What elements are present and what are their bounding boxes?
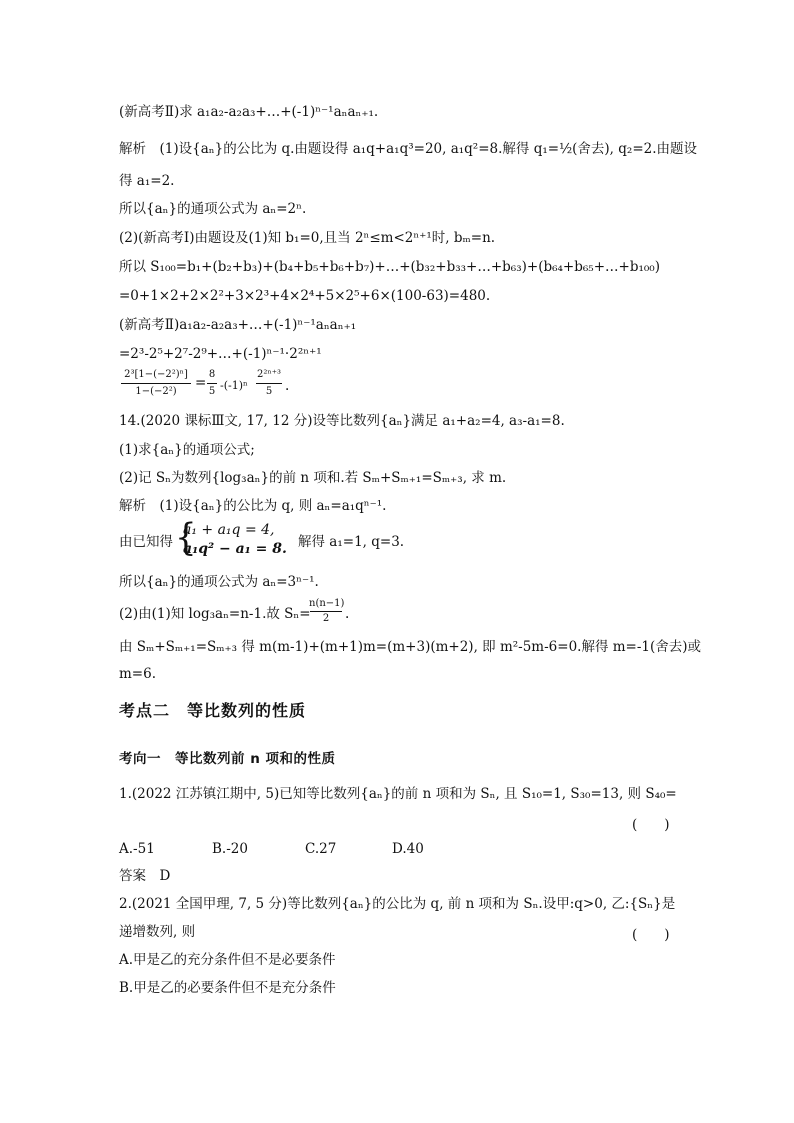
text-line: 所以{aₙ}的通项公式为 aₙ=2ⁿ. [119, 201, 307, 217]
option-a: A.-51 [119, 841, 155, 857]
text-fragment: (2)由(1)知 log₃aₙ=n-1.故 Sₙ= [119, 606, 311, 622]
text-line: 解析 (1)设{aₙ}的公比为 q, 则 aₙ=a₁qⁿ⁻¹. [119, 498, 387, 514]
problem-14-stem: 14.(2020 课标Ⅲ文, 17, 12 分)设等比数列{aₙ}满足 a₁+a₂=4, a₃-a₁=8. [119, 413, 565, 429]
text-line: (新高考Ⅱ)求 a₁a₂-a₂a₃+…+(-1)ⁿ⁻¹aₙaₙ₊₁. [119, 104, 379, 120]
text-line: m=6. [119, 666, 156, 682]
answer-bracket: ( ) [632, 927, 670, 943]
text-line: (新高考Ⅱ)a₁a₂-a₂a₃+…+(-1)ⁿ⁻¹aₙaₙ₊₁ [119, 317, 357, 333]
text-line: 所以 S₁₀₀=b₁+(b₂+b₃)+(b₄+b₅+b₆+b₇)+…+(b₃₂+b₃₃+…+b₆₃)+(b₆₄+b₆₅+…+b₁₀₀) [119, 259, 660, 275]
fraction-numerator: 2²ⁿ⁺³ [257, 369, 281, 380]
brace-symbol: { [175, 516, 197, 560]
question-1-stem: 1.(2022 江苏镇江期中, 5)已知等比数列{aₙ}的前 n 项和为 Sₙ, 且 S₁₀=1, S₃₀=13, 则 S₄₀= [119, 786, 677, 802]
fraction-bar [310, 611, 342, 612]
text-line: =0+1×2+2×2²+3×2³+4×2⁴+5×2⁵+6×(100-63)=480. [119, 288, 491, 304]
equation-line: a₁q² − a₁ = 8. [183, 541, 287, 557]
fraction-numerator: n(n−1) [309, 598, 345, 609]
text-line: 得 a₁=2. [119, 173, 175, 189]
section-title: 考点二 等比数列的性质 [119, 701, 307, 720]
section-subtitle: 考向一 等比数列前 n 项和的性质 [119, 751, 336, 767]
question-2-stem: 2.(2021 全国甲理, 7, 5 分)等比数列{aₙ}的公比为 q, 前 n 项和为 Sₙ.设甲:q>0, 乙:{Sₙ}是 [119, 896, 676, 912]
text-fragment: = [195, 375, 207, 391]
option-c: C.27 [305, 841, 337, 857]
fraction-numerator: 8 [208, 369, 216, 380]
text-fragment: . [285, 378, 290, 394]
option-b: B.-20 [212, 841, 248, 857]
text-line: 所以{aₙ}的通项公式为 aₙ=3ⁿ⁻¹. [119, 574, 319, 590]
text-line: (2)记 Sₙ为数列{log₃aₙ}的前 n 项和.若 Sₘ+Sₘ₊₁=Sₘ₊₃, 求 m. [119, 470, 507, 486]
text-line: 解析 (1)设{aₙ}的公比为 q.由题设得 a₁q+a₁q³=20, a₁q²=8.解得 q₁=½(舍去), q₂=2.由题设 [119, 141, 698, 157]
fraction-bar [207, 383, 217, 384]
text-fragment: 由已知得 [119, 534, 173, 550]
fraction-denominator: 1−(−2²) [135, 386, 177, 397]
fraction-bar [256, 383, 282, 384]
fraction-denominator: 5 [265, 386, 273, 397]
text-line: 由 Sₘ+Sₘ₊₁=Sₘ₊₃ 得 m(m-1)+(m+1)m=(m+3)(m+2), 即 m²-5m-6=0.解得 m=-1(舍去)或 [119, 639, 702, 655]
fraction-numerator: 2³[1−(−2²)ⁿ] [124, 369, 188, 380]
fraction-denominator: 2 [322, 613, 330, 624]
text-fragment: . [345, 606, 350, 622]
text-line: (2)(新高考Ⅰ)由题设及(1)知 b₁=0,且当 2ⁿ≤m<2ⁿ⁺¹时, bₘ=n. [119, 230, 496, 246]
text-fragment: -(-1)ⁿ [220, 379, 248, 392]
option-d: D.40 [392, 841, 424, 857]
text-fragment: 解得 a₁=1, q=3. [298, 534, 405, 550]
equation-line: a₁ + a₁q = 4, [183, 522, 275, 538]
fraction-bar [121, 383, 191, 384]
option-a: A.甲是乙的充分条件但不是必要条件 [119, 952, 336, 968]
answer-bracket: ( ) [632, 817, 670, 833]
question-2-stem-cont: 递增数列, 则 [119, 924, 196, 940]
answer-line: 答案 D [119, 868, 171, 884]
fraction-denominator: 5 [208, 386, 216, 397]
text-line: =2³-2⁵+2⁷-2⁹+…+(-1)ⁿ⁻¹·2²ⁿ⁺¹ [119, 346, 322, 362]
text-line: (1)求{aₙ}的通项公式; [119, 442, 255, 458]
option-b: B.甲是乙的必要条件但不是充分条件 [119, 980, 336, 996]
